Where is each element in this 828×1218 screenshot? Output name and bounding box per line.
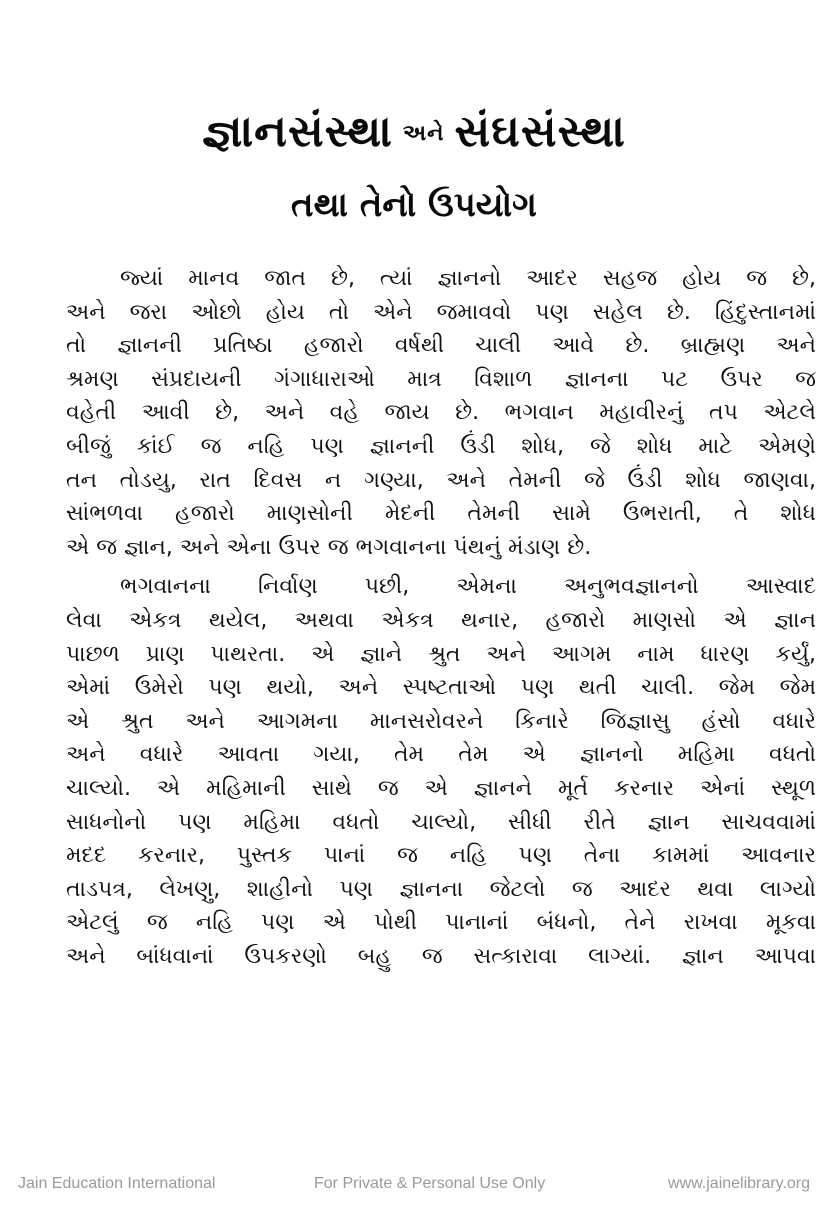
text-line: એ શ્રુત અને આગમના માનસરોવરને કિનારે જિજ્ઞાસુ હંસો વધારે [66,708,816,734]
text-line: તાડપત્ર, લેખણુ, શાહીનો પણ જ્ઞાનના જેટલો જ આદર થવા લાગ્યો [66,876,816,902]
text-line: અને જરા ઓછો હોય તો એને જમાવવો પણ સહેલ છે. હિંદુસ્તાનમાં [66,299,816,325]
footer-usage-note: For Private & Personal Use Only [314,1175,546,1192]
text-line: પાછળ પ્રાણ પાથરતા. એ જ્ઞાને શ્રુત અને આગમ નામ ધારણ કર્યું, [66,641,816,667]
text-line: જ્યાં માનવ જાત છે, ત્યાં જ્ઞાનનો આદર સહજ હોય જ છે, [120,266,816,291]
text-line: ચાલ્યો. એ મહિમાની સાથે જ એ જ્ઞાનને મૂર્ત કરનાર એનાં સ્થૂળ [66,775,816,801]
text-line: સાધનોનો પણ મહિમા વધતો ચાલ્યો, સીધી રીતે જ્ઞાન સાચવવામાં [66,809,816,835]
text-line: એ જ જ્ઞાન, અને એના ઉપર જ ભગવાનના પંથનું મંડાણ છે. [66,534,592,560]
text-line: અને વધારે આવતા ગયા, તેમ તેમ એ જ્ઞાનનો મહિમા વધતો [66,742,816,768]
title-conjunction: અને [402,121,445,146]
page-title [0,104,828,162]
body-text [66,262,816,973]
text-line: વહેતી આવી છે, અને વહે જાય છે. ભગવાન મહાવીરનું તપ એટલે [66,400,816,426]
text-line: લેવા એકત્ર થયેલ, અથવા એકત્ર થનાર, હજારો માણસો એ જ્ઞાન [66,607,816,633]
text-line: એમાં ઉમેરો પણ થયો, અને સ્પષ્ટતાઓ પણ થતી ચાલી. જેમ જેમ [66,675,816,701]
text-line: અને બાંધવાનાં ઉપકરણો બહુ જ સત્કારાવા લાગ્યાં. જ્ઞાન આપવા [66,943,816,969]
text-line: મદદ કરનાર, પુસ્તક પાનાં જ નહિ પણ તેના કામમાં આવનાર [66,843,816,869]
footer-publisher: Jain Education International [18,1175,216,1192]
text-line: બીજું કાંઈ જ નહિ પણ જ્ઞાનની ઉંડી શોધ, જે શોધ માટે એમણે [66,433,816,459]
text-line: સાંભળવા હજારો માણસોની મેદની તેમની સામે ઉભરાતી, તે શોધ [66,501,816,527]
text-line: તન તોડયુ, રાત દિવસ ન ગણ્યા, અને તેમની જે ઉંડી શોધ જાણવા, [66,467,816,493]
text-line: શ્રમણ સંપ્રદાયની ગંગાધારાઓ માત્ર વિશાળ જ્ઞાનના પટ ઉપર જ [66,366,816,392]
title-part-2: સંઘસંસ્થા [454,106,626,157]
paragraph-2 [66,570,816,973]
text-line: એટલું જ નહિ પણ એ પોથી પાનાનાં બંધનો, તેને રાખવા મૂકવા [66,910,816,936]
footer-website-link[interactable]: www.jainelibrary.org [668,1175,810,1192]
title-part-1: જ્ઞાનસંસ્થા [202,106,393,157]
paragraph-1 [66,262,816,564]
text-line: તો જ્ઞાનની પ્રતિષ્ઠા હજારો વર્ષથી ચાલી આવે છે. બ્રાહ્મણ અને [66,333,816,359]
page-subtitle: તથા તેનો ઉપયોગ [291,185,537,225]
page-footer [0,1172,828,1196]
text-line: ભગવાનના નિર્વાણ પછી, એમના અનુભવજ્ઞાનનો આસ્વાદ [120,574,816,600]
